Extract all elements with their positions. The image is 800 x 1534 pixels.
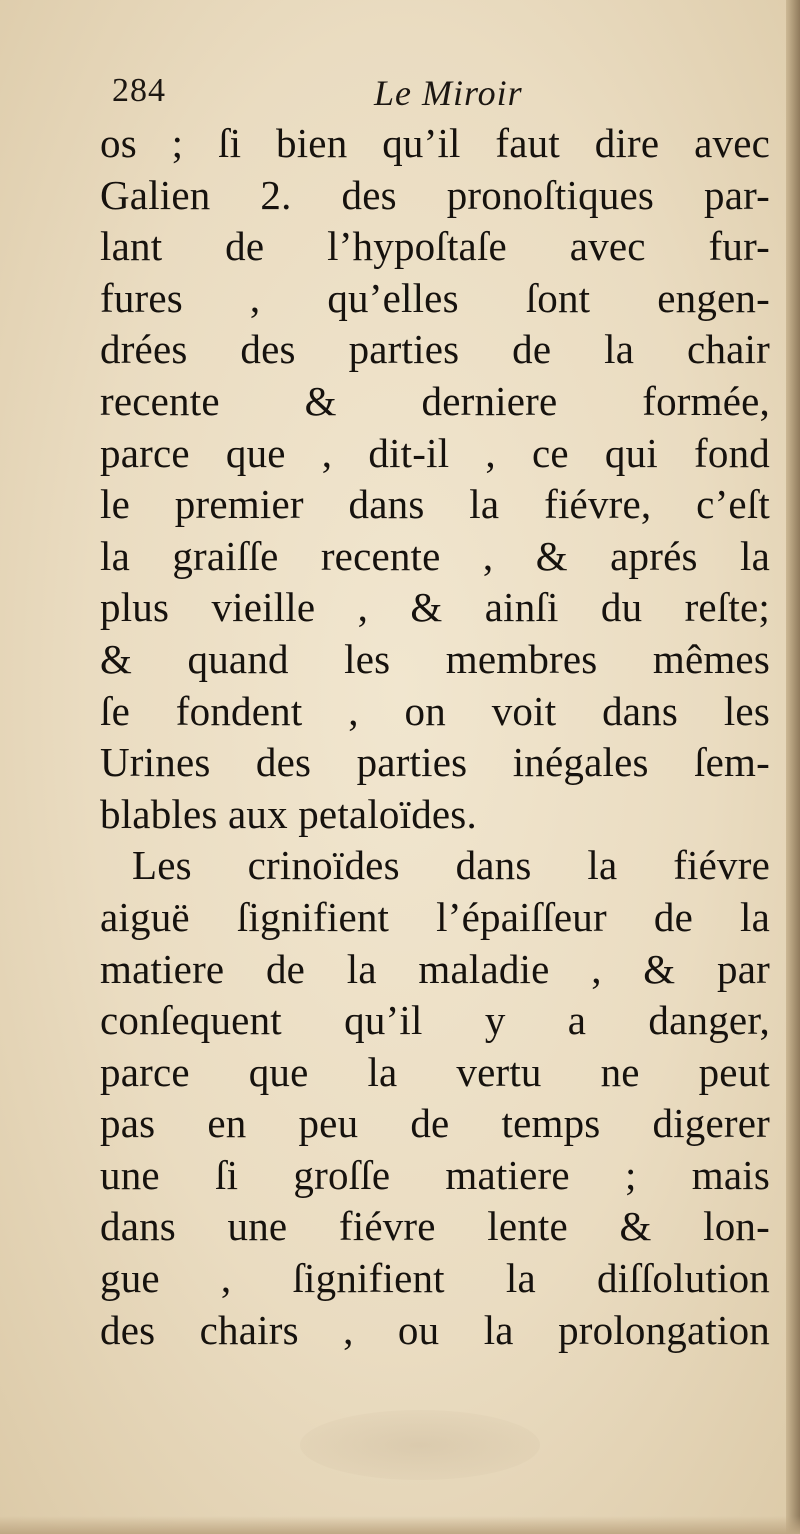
text-line: la graiſſe recente , & aprés la bbox=[100, 532, 770, 579]
text-line: recente & derniere formée, bbox=[100, 377, 770, 424]
text-line: pas en peu de temps digerer bbox=[100, 1100, 770, 1147]
text-line: des chairs , ou la prolongation bbox=[100, 1306, 770, 1353]
text-line: une ſi groſſe matiere ; mais bbox=[100, 1151, 770, 1198]
page-bottom-shadow bbox=[0, 1516, 800, 1534]
text-line: gue , ſignifient la diſſolution bbox=[100, 1255, 770, 1302]
text-line: le premier dans la fiévre, c’eſt bbox=[100, 481, 770, 528]
text-line: Galien 2. des pronoſtiques par- bbox=[100, 171, 770, 218]
text-line: aiguë ſignifient l’épaiſſeur de la bbox=[100, 893, 770, 940]
text-line: plus vieille , & ainſi du reſte; bbox=[100, 584, 770, 631]
paper-stain bbox=[300, 1410, 540, 1480]
text-line: dans une fiévre lente & lon- bbox=[100, 1203, 770, 1250]
text-line: parce que la vertu ne peut bbox=[100, 1048, 770, 1095]
text-line: Les crinoïdes dans la fiévre bbox=[132, 842, 770, 889]
page-edge-shadow bbox=[786, 0, 800, 1534]
text-line: lant de l’hypoſtaſe avec fur- bbox=[100, 223, 770, 270]
text-line: matiere de la maladie , & par bbox=[100, 945, 770, 992]
text-line: ſe fondent , on voit dans les bbox=[100, 687, 770, 734]
page-number: 284 bbox=[112, 72, 166, 109]
text-line: os ; ſi bien qu’il faut dire avec bbox=[100, 120, 770, 166]
text-line: & quand les membres mêmes bbox=[100, 635, 770, 682]
text-line: drées des parties de la chair bbox=[100, 326, 770, 373]
text-line: parce que , dit-il , ce qui fond bbox=[100, 429, 770, 476]
page-header bbox=[112, 72, 772, 122]
text-line: Urines des parties inégales ſem- bbox=[100, 739, 770, 786]
text-line: fures , qu’elles ſont engen- bbox=[100, 274, 770, 321]
text-line: blables aux petaloïdes. bbox=[100, 790, 477, 837]
running-head: Le Miroir bbox=[374, 73, 523, 113]
body-text bbox=[100, 118, 770, 1356]
text-line: conſequent qu’il y a danger, bbox=[100, 997, 770, 1044]
